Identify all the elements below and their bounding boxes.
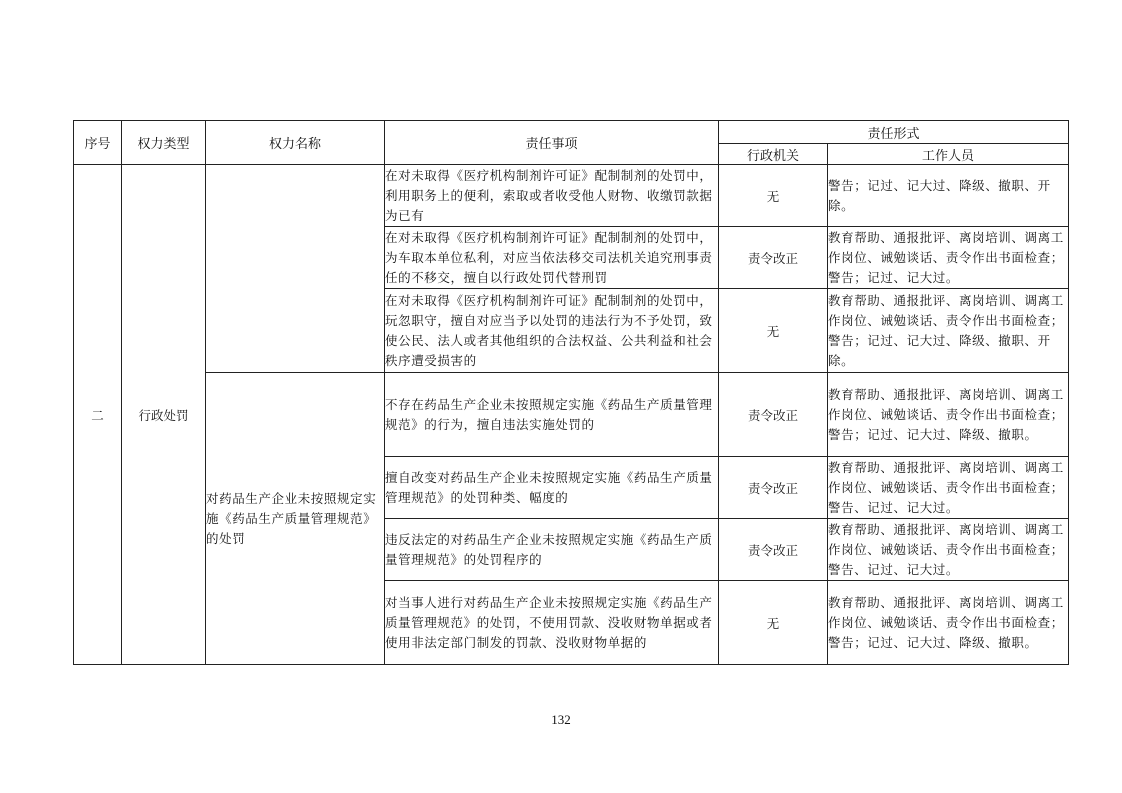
staff-cell: 教育帮助、通报批评、离岗培训、调离工作岗位、诫勉谈话、责令作出书面检查；警告；记过、记大过、降级、撤职。 [828, 373, 1069, 457]
header-form: 责任形式 [719, 121, 1069, 144]
agency-cell: 责令改正 [719, 457, 828, 519]
power-name-cell: 对药品生产企业未按照规定实施《药品生产质量管理规范》的处罚 [206, 373, 385, 665]
header-power-type: 权力类型 [122, 121, 206, 165]
duty-cell: 在对未取得《医疗机构制剂许可证》配制制剂的处罚中，利用职务上的便利，索取或者收受他人财物、收缴罚款据为已有 [385, 165, 719, 227]
duty-cell: 在对未取得《医疗机构制剂许可证》配制制剂的处罚中，为车取本单位私利，对应当依法移交司法机关追究刑事责任的不移交，擅自以行政处罚代替刑罚 [385, 227, 719, 289]
power-type-cell: 行政处罚 [122, 165, 206, 665]
staff-cell: 教育帮助、通报批评、离岗培训、调离工作岗位、诫勉谈话、责令作出书面检查；警告；记过、记大过、降级、撤职、开除。 [828, 289, 1069, 373]
header-seq: 序号 [74, 121, 122, 165]
header-row-1 [74, 121, 1069, 144]
header-duty: 责任事项 [385, 121, 719, 165]
agency-cell: 无 [719, 289, 828, 373]
duty-cell: 在对未取得《医疗机构制剂许可证》配制制剂的处罚中，玩忽职守，擅自对应当予以处罚的违法行为不予处罚，致使公民、法人或者其他组织的合法权益、公共利益和社会秩序遭受损害的 [385, 289, 719, 373]
agency-cell: 责令改正 [719, 373, 828, 457]
staff-cell: 教育帮助、通报批评、离岗培训、调离工作岗位、诫勉谈话、责令作出书面检查；警告；记过、记大过、降级、撤职。 [828, 581, 1069, 665]
duty-cell: 擅自改变对药品生产企业未按照规定实施《药品生产质量管理规范》的处罚种类、幅度的 [385, 457, 719, 519]
header-agency: 行政机关 [719, 144, 828, 165]
power-name-cell-empty [206, 165, 385, 373]
table-row [74, 373, 1069, 457]
agency-cell: 无 [719, 581, 828, 665]
agency-cell: 无 [719, 165, 828, 227]
duty-cell: 违反法定的对药品生产企业未按照规定实施《药品生产质量管理规范》的处罚程序的 [385, 519, 719, 581]
header-staff: 工作人员 [828, 144, 1069, 165]
responsibility-table [73, 120, 1069, 665]
agency-cell: 责令改正 [719, 519, 828, 581]
staff-cell: 警告；记过、记大过、降级、撤职、开除。 [828, 165, 1069, 227]
duty-cell: 不存在药品生产企业未按照规定实施《药品生产质量管理规范》的行为，擅自违法实施处罚的 [385, 373, 719, 457]
header-power-name: 权力名称 [206, 121, 385, 165]
page-number: 132 [551, 712, 571, 727]
agency-cell: 责令改正 [719, 227, 828, 289]
staff-cell: 教育帮助、通报批评、离岗培训、调离工作岗位、诫勉谈话、责令作出书面检查；警告、记过、记大过。 [828, 457, 1069, 519]
duty-cell: 对当事人进行对药品生产企业未按照规定实施《药品生产质量管理规范》的处罚，不使用罚款、没收财物单据或者使用非法定部门制发的罚款、没收财物单据的 [385, 581, 719, 665]
table-row [74, 165, 1069, 227]
staff-cell: 教育帮助、通报批评、离岗培训、调离工作岗位、诫勉谈话、责令作出书面检查；警告；记过、记大过。 [828, 227, 1069, 289]
staff-cell: 教育帮助、通报批评、离岗培训、调离工作岗位、诫勉谈话、责令作出书面检查；警告、记过、记大过。 [828, 519, 1069, 581]
seq-cell: 二 [74, 165, 122, 665]
